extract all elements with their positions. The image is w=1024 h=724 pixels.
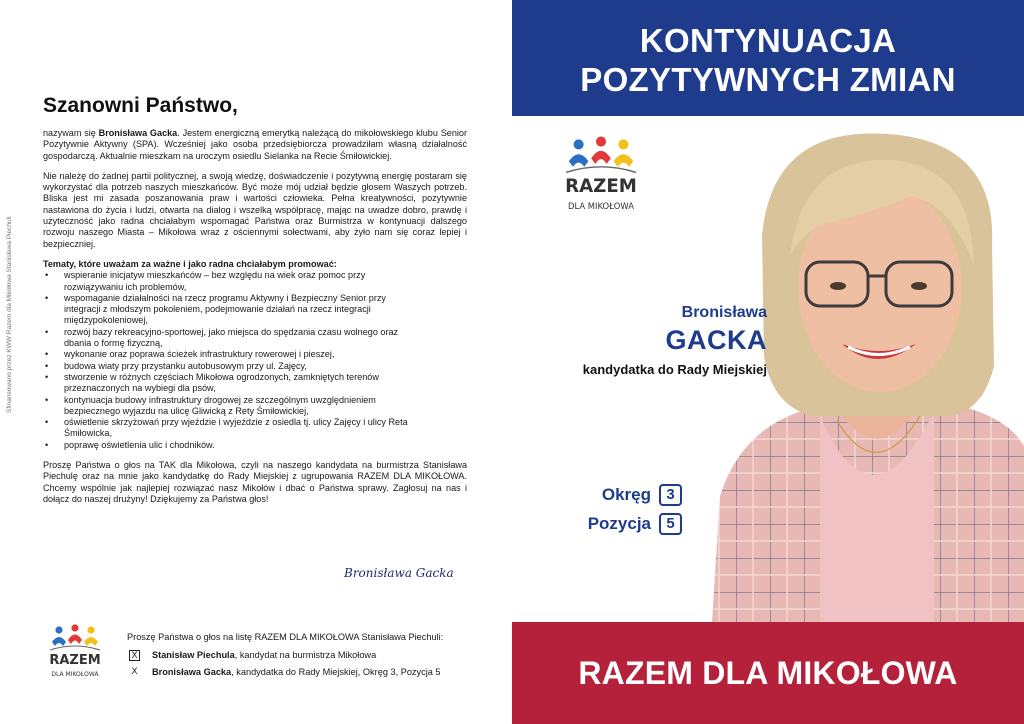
district-number: 3 xyxy=(659,484,682,506)
razem-logo-icon xyxy=(556,136,646,220)
razem-logo-large xyxy=(556,136,646,220)
ballot-candidate-desc: , kandydatka do Rady Miejskiej, Okręg 3, Pozycja 5 xyxy=(231,667,441,677)
topic-item: • wspieranie inicjatyw mieszkańców – bez względu na wiek oraz pomoc przy rozwiązywaniu ich problemów, xyxy=(43,270,467,293)
letter-body xyxy=(43,128,467,514)
ballot-mark: X xyxy=(131,666,138,677)
logo-text-razem: RAZEM xyxy=(49,653,101,668)
razem-logo-small xyxy=(44,624,106,684)
paragraph-intro: nazywam się Bronisława Gacka. Jestem energiczną emerytką należącą do mikołowskiego klubu Senior Pozytywnie Aktywny (SPA). Wcześniej jako osoba przedsiębiorcza prowadziłam własną działalność gospodarczą. Aktualnie mieszkam na uroczym osiedlu Sielanka na Recie Śmiłowickiej. xyxy=(43,128,467,161)
right-page xyxy=(512,0,1024,724)
signature: Bronisława Gacka xyxy=(344,566,454,580)
headline-band xyxy=(512,0,1024,116)
ballot-candidate-name: Stanisław Piechula xyxy=(152,649,235,660)
topic-item: • wykonanie oraz poprawa ścieżek infrastruktury rowerowej i pieszej, xyxy=(43,349,467,360)
ballot-row xyxy=(127,667,487,679)
position-number: 5 xyxy=(659,513,682,535)
position-label: Pozycja xyxy=(587,514,651,533)
candidate-name-bold: Bronisława Gacka xyxy=(98,128,178,138)
headline-line2: POZYTYWNYCH ZMIAN xyxy=(580,61,956,98)
position-row xyxy=(552,513,682,535)
topic-item: • stworzenie w różnych częściach Mikołowa ogrodzonych, zamkniętych terenów przeznaczonych na wybiegi dla psów, xyxy=(43,372,467,395)
topic-item: • rozwój bazy rekreacyjno-sportowej, jako miejsca do spędzania czasu wolnego oraz dbania o formę fizyczną, xyxy=(43,327,467,350)
logo-text-razem: RAZEM xyxy=(565,176,637,197)
funding-note: Sfinansowano przez KWW Razem dla Mikołowa Stanisława Piechuli xyxy=(6,216,13,414)
ballot-row xyxy=(127,650,487,662)
paragraph-appeal: Proszę Państwa o głos na TAK dla Mikołowa, czyli na naszego kandydata na burmistrza Stanisława Piechulę oraz na mnie jako kandydatkę do Rady Miejskiej z ugrupowania RAZEM DLA MIKOŁOWA. Chcemy wspólnie jak najlepiej rozwiązać nasz Mikołów i dbać o Państwa sprawy. Zagłosuj na nas i dołącz do naszej drużyny! Dziękujemy za Państwa głos! xyxy=(43,460,467,504)
ballot-mark-box: X xyxy=(129,650,140,661)
ballot-candidate-name: Bronisława Gacka xyxy=(152,667,232,677)
topic-item: • poprawę oświetlenia ulic i chodników. xyxy=(43,440,467,451)
candidate-last-name: GACKA xyxy=(665,325,767,355)
ballot-intro: Proszę Państwa o głos na listę RAZEM DLA MIKOŁOWA Stanisława Piechuli: xyxy=(127,632,444,642)
topics-list xyxy=(43,270,467,451)
topics-header: Tematy, które uważam za ważne i jako radna chciałabym promować: xyxy=(43,258,337,269)
district-row xyxy=(552,484,682,506)
ballot-instructions xyxy=(127,632,487,685)
topic-item: • wspomaganie działalności na rzecz programu Aktywny i Bezpieczny Senior przy integracji z młodszym pokoleniem, podejmowanie działań na rzecz integracji międzypokoleniowej, xyxy=(43,293,467,327)
slogan-band: RAZEM DLA MIKOŁOWA xyxy=(512,622,1024,724)
topic-item: • budowa wiaty przy przystanku autobusowym przy ul. Zajęcy, xyxy=(43,361,467,372)
topic-item: • kontynuacja budowy infrastruktury drogowej ze szczególnym uwzględnieniem bezpiecznego wyjazdu na ulicę Gliwicką z Rety Śmiłowickiej, xyxy=(43,395,467,418)
candidate-first-name: Bronisława xyxy=(681,304,767,321)
logo-text-city: DLA MIKOŁOWA xyxy=(51,671,99,678)
district-label: Okręg xyxy=(601,485,651,504)
ballot-candidate-desc: , kandydat na burmistrza Mikołowa xyxy=(234,649,377,660)
topic-item: • oświetlenie skrzyżowań przy wjeździe i wyjeździe z osiedla tj. ulicy Zajęcy i ulicy Reta Śmiłowicka, xyxy=(43,417,467,440)
greeting-heading: Szanowni Państwo, xyxy=(43,94,238,117)
paragraph-values: Nie należę do żadnej partii politycznej, a swoją wiedzę, doświadczenie i pozytywną energię postaram się wykorzystać dla potrzeb naszych mieszkańców. Być może mój udział będzie głosem Waszych potrzeb. Bliska jest mi zasada poszanowania praw i wartości człowieka. Pełna kreatywności, pozytywnie nastawiona do życia i ludzi, otwarta na dialog i wszelką współpracę, mając na uwadze dobro, prawdę i użyteczność jako radna chciałabym wspomagać Państwa oraz Burmistrza w kontynuacji dalszego rozwoju naszego Miasta – Mikołowa wraz z ościennymi sołectwami, aby żyło nam się coraz lepiej i bezpieczniej. xyxy=(43,170,467,249)
candidate-role: kandydatka do Rady Miejskiej xyxy=(582,362,767,377)
razem-logo-icon xyxy=(44,624,106,684)
logo-text-city: DLA MIKOŁOWA xyxy=(568,200,634,211)
headline-line1: KONTYNUACJA xyxy=(639,22,897,59)
